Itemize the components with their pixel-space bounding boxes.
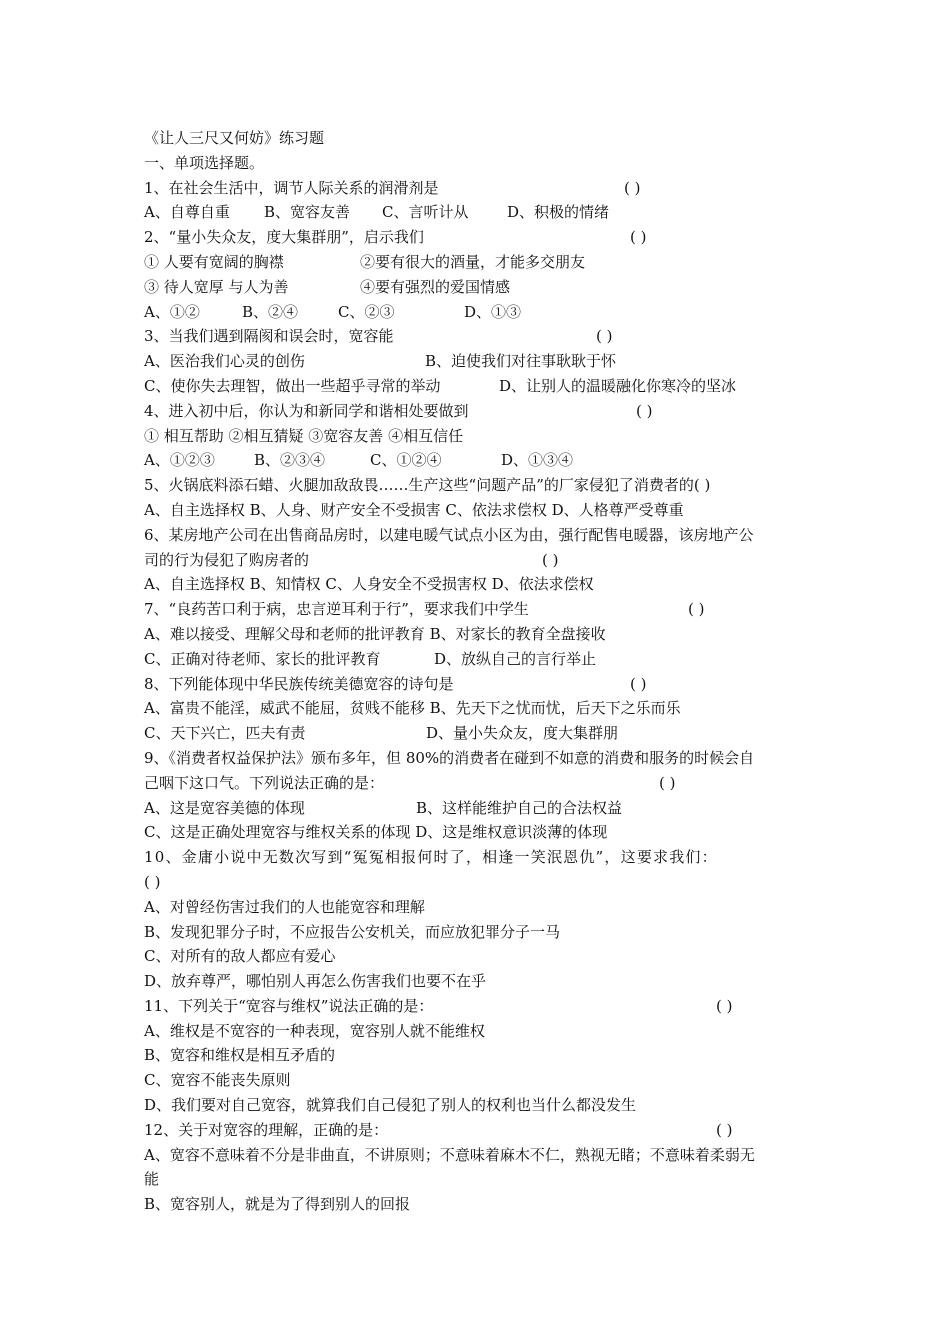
option-a: A、这是宽容美德的体现 (144, 798, 305, 817)
answer-blank: ( ) (716, 996, 733, 1015)
question-text: 7、“良药苦口利于病，忠言逆耳利于行”，要求我们中学生 (144, 600, 529, 619)
question-9-options-ab (144, 796, 814, 821)
question-text: 12、关于对宽容的理解，正确的是： (144, 1120, 389, 1139)
question-12-option-a-2 (144, 1167, 814, 1192)
question-4-options (144, 448, 814, 473)
question-3-options-ab (144, 349, 814, 374)
question-8-stem (144, 672, 814, 697)
question-text: 10、金庸小说中无数次写到“冤冤相报何时了，相逢一笑泯恩仇”，这要求我们： (144, 848, 718, 867)
question-6-stem-2 (144, 548, 814, 573)
question-3-stem (144, 324, 814, 349)
option-c: C、使你失去理智，做出一些超乎寻常的举动 (144, 376, 441, 395)
option-b: B、宽容别人，就是为了得到别人的回报 (144, 1195, 411, 1214)
option-d: D、放弃尊严，哪怕别人再怎么伤害我们也要不在乎 (144, 972, 487, 991)
statement-4: ④要有强烈的爱国情感 (360, 277, 511, 296)
option-c: C、②③ (338, 302, 395, 321)
option-a: A、维权是不宽容的一种表现，宽容别人就不能维权 (144, 1021, 485, 1040)
question-4-stem (144, 399, 814, 424)
question-2-stem (144, 225, 814, 250)
option-b: B、宽容友善 (264, 203, 351, 222)
question-6-stem-1 (144, 523, 814, 548)
question-12-option-a-1 (144, 1143, 814, 1168)
option-a: A、①② (144, 302, 200, 321)
option-b: B、迫使我们对往事耿耿于怀 (425, 352, 617, 371)
question-text: 司的行为侵犯了购房者的 (144, 550, 310, 569)
statement-2: ②要有很大的酒量，才能多交朋友 (360, 252, 586, 271)
options-text: C、这是正确处理宽容与维权关系的体现 D、这是维权意识淡薄的体现 (144, 823, 608, 842)
option-c: C、①②④ (370, 451, 442, 470)
question-text: 9、《消费者权益保护法》颁布多年，但 80%的消费者在碰到不如意的消费和服务的时候会自 (144, 748, 755, 767)
question-text: 5、火锅底料添石蜡、火腿加敌敌畏……生产这些“问题产品”的厂家侵犯了消费者的( ) (144, 476, 711, 495)
question-12-stem (144, 1118, 814, 1143)
question-text: 4、进入初中后，你认为和新同学和谐相处要做到 (144, 401, 469, 420)
question-text: 己咽下这口气。下列说法正确的是： (144, 773, 385, 792)
answer-blank: ( ) (716, 1120, 733, 1139)
answer-blank: ( ) (636, 401, 653, 420)
question-10-option-c (144, 944, 814, 969)
question-1-stem (144, 176, 814, 201)
answer-blank: ( ) (659, 773, 676, 792)
question-11-option-d (144, 1093, 814, 1118)
question-9-options-cd (144, 820, 814, 845)
option-a: A、自尊自重 (144, 203, 230, 222)
question-2-options (144, 300, 814, 325)
option-d: D、放纵自己的言行举止 (434, 649, 597, 668)
question-4-statements (144, 424, 814, 449)
question-5-options (144, 498, 814, 523)
question-10-stem (144, 845, 814, 870)
option-d: D、量小失众友，度大集群朋 (426, 724, 619, 743)
options-text: A、自主选择权 B、知情权 C、人身安全不受损害权 D、依法求偿权 (144, 575, 594, 594)
section-text: 一、单项选择题。 (144, 153, 265, 172)
question-text: 1、在社会生活中，调节人际关系的润滑剂是 (144, 178, 439, 197)
question-9-stem-1 (144, 746, 814, 771)
option-a: A、宽容不意味着不分是非曲直，不讲原则；不意味着麻木不仁，熟视无睹；不意味着柔弱无 (144, 1145, 755, 1164)
option-d: D、①③ (464, 302, 522, 321)
question-text: 2、“量小失众友，度大集群朋”，启示我们 (144, 228, 424, 247)
question-text: 11、下列关于“宽容与维权”说法正确的是： (144, 996, 434, 1015)
document-title (144, 126, 814, 151)
question-text: 6、某房地产公司在出售商品房时，以建电暖气试点小区为由，强行配售电暖器，该房地产公 (144, 525, 754, 544)
statement-3: ③ 待人宽厚 与人为善 (144, 277, 289, 296)
answer-blank: ( ) (144, 872, 161, 891)
option-a: A、①②③ (144, 451, 215, 470)
question-8-options-cd (144, 721, 814, 746)
options-text: A、富贵不能淫，威武不能屈，贫贱不能移 B、先天下之忧而忧，后天下之乐而乐 (144, 699, 681, 718)
question-11-stem (144, 994, 814, 1019)
question-6-options (144, 572, 814, 597)
question-10-answer-line (144, 870, 814, 895)
question-1-options (144, 200, 814, 225)
answer-blank: ( ) (630, 228, 647, 247)
options-text: A、难以接受、理解父母和老师的批评教育 B、对家长的教育全盘接收 (144, 624, 606, 643)
answer-blank: ( ) (688, 600, 705, 619)
option-a: A、对曾经伤害过我们的人也能宽容和理解 (144, 897, 425, 916)
option-d: D、我们要对自己宽容，就算我们自己侵犯了别人的权利也当什么都没发生 (144, 1096, 637, 1115)
statement-1: ① 人要有宽阔的胸襟 (144, 252, 284, 271)
question-11-option-c (144, 1068, 814, 1093)
question-3-options-cd (144, 374, 814, 399)
answer-blank: ( ) (624, 178, 641, 197)
option-c: C、正确对待老师、家长的批评教育 (144, 649, 381, 668)
option-b: B、②③④ (254, 451, 326, 470)
question-11-option-a (144, 1019, 814, 1044)
option-c: C、宽容不能丧失原则 (144, 1071, 291, 1090)
option-b: B、发现犯罪分子时，不应报告公安机关，而应放犯罪分子一马 (144, 922, 561, 941)
option-a: A、医治我们心灵的创伤 (144, 352, 305, 371)
option-c: C、对所有的敌人都应有爱心 (144, 947, 336, 966)
option-b: B、宽容和维权是相互矛盾的 (144, 1046, 336, 1065)
exercise-sheet (144, 126, 814, 1217)
question-9-stem-2 (144, 771, 814, 796)
question-7-options-ab (144, 622, 814, 647)
title-text: 《让人三尺又何妨》练习题 (144, 129, 325, 147)
section-heading (144, 151, 814, 176)
question-10-option-b (144, 920, 814, 945)
question-7-stem (144, 597, 814, 622)
question-8-options-ab (144, 696, 814, 721)
question-2-statements-1 (144, 250, 814, 275)
answer-blank: ( ) (596, 327, 613, 346)
option-c: C、天下兴亡，匹夫有责 (144, 724, 306, 743)
option-b: B、这样能维护自己的合法权益 (416, 798, 623, 817)
question-7-options-cd (144, 647, 814, 672)
statements-text: ① 相互帮助 ②相互猜疑 ③宽容友善 ④相互信任 (144, 426, 464, 445)
question-12-option-b (144, 1192, 814, 1217)
option-d: D、①③④ (501, 451, 574, 470)
question-2-statements-2 (144, 275, 814, 300)
question-5-stem (144, 473, 814, 498)
options-text: A、自主选择权 B、人身、财产安全不受损害 C、依法求偿权 D、人格尊严受尊重 (144, 500, 684, 519)
option-c: C、言听计从 (382, 203, 469, 222)
answer-blank: ( ) (542, 550, 559, 569)
option-b: B、②④ (242, 302, 299, 321)
answer-blank: ( ) (630, 674, 647, 693)
option-d: D、积极的情绪 (507, 203, 610, 222)
question-text: 8、下列能体现中华民族传统美德宽容的诗句是 (144, 674, 454, 693)
question-10-option-a (144, 895, 814, 920)
question-text: 3、当我们遇到隔阂和误会时，宽容能 (144, 327, 394, 346)
option-d: D、让别人的温暖融化你寒冷的坚冰 (499, 376, 737, 395)
question-10-option-d (144, 969, 814, 994)
option-a-continued: 能 (144, 1170, 160, 1189)
question-11-option-b (144, 1043, 814, 1068)
